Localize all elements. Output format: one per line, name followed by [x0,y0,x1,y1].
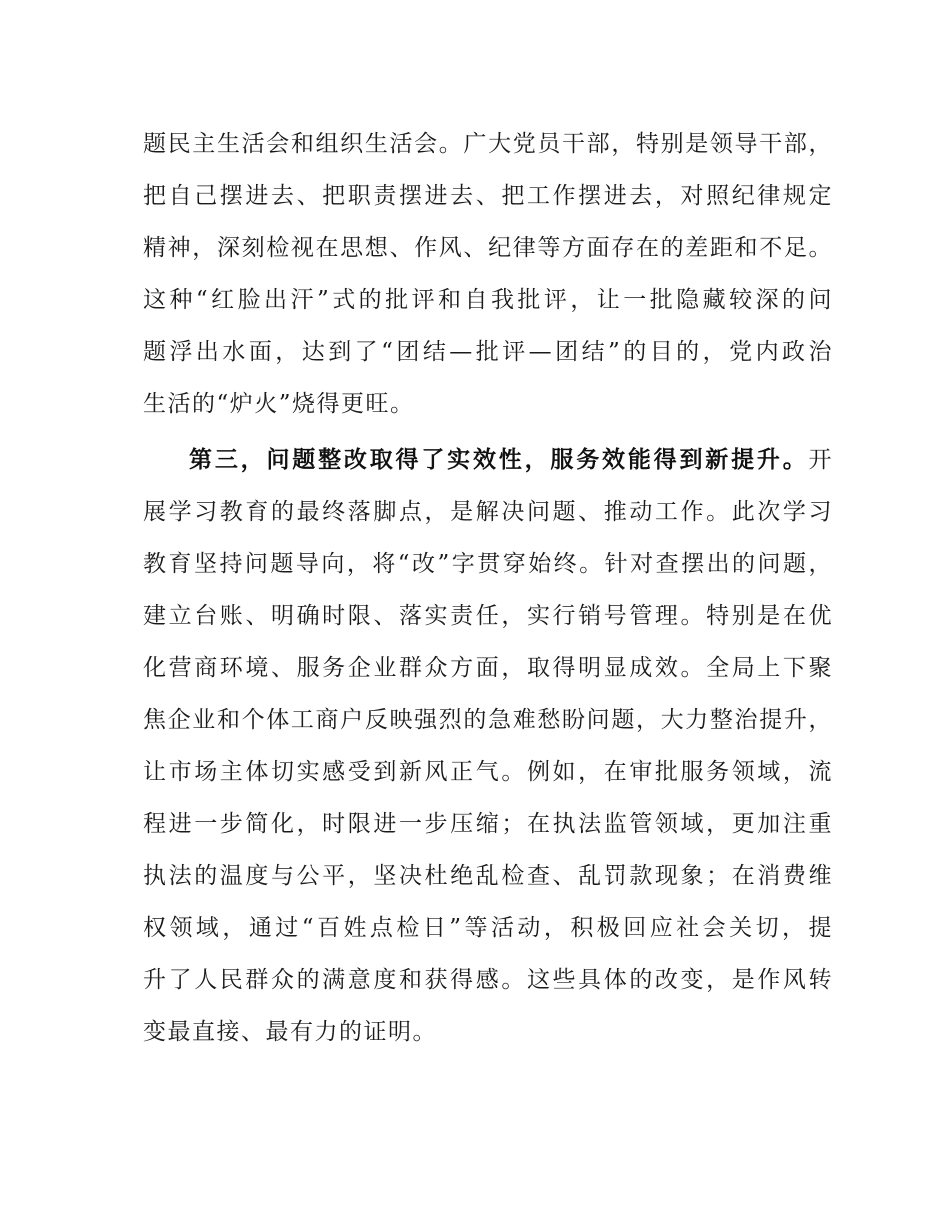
paragraph-first-line [143,434,833,486]
paragraph-line: 化营商环境、服务企业群众方面，取得明显成效。全局上下聚 [143,655,833,681]
paragraph-line: 让市场主体切实感受到新风正气。例如，在审批服务领域，流 [143,759,833,785]
paragraph-line: 执法的温度与公平，坚决杜绝乱检查、乱罚款现象；在消费维 [143,863,833,889]
paragraph-line: 变最直接、最有力的证明。 [143,1019,437,1045]
paragraph-line: 题浮出水面，达到了“团结—批评—团结”的目的，党内政治 [143,339,833,365]
paragraph-line: 题民主生活会和组织生活会。广大党员干部，特别是领导干部， [143,131,833,157]
paragraph-line: 这种“红脸出汗”式的批评和自我批评，让一批隐藏较深的问 [143,287,833,313]
paragraph-1 [143,118,833,430]
paragraph-line: 教育坚持问题导向，将“改”字贯穿始终。针对查摆出的问题， [143,551,833,577]
paragraph-line: 生活的“炉火”烧得更旺。 [143,391,415,417]
paragraph-line-continuation: 开 [808,447,833,473]
paragraph-line: 建立台账、明确时限、落实责任，实行销号管理。特别是在优 [143,603,833,629]
section-lead-heading: 第三，问题整改取得了实效性，服务效能得到新提升。 [189,447,809,473]
paragraph-line: 权领域，通过“百姓点检日”等活动，积极回应社会关切，提 [143,915,833,941]
paragraph-line: 程进一步简化，时限进一步压缩；在执法监管领域，更加注重 [143,811,833,837]
paragraph-2 [143,434,833,1058]
paragraph-line: 把自己摆进去、把职责摆进去、把工作摆进去，对照纪律规定 [143,183,833,209]
paragraph-line: 精神，深刻检视在思想、作风、纪律等方面存在的差距和不足。 [143,235,833,261]
paragraph-line: 展学习教育的最终落脚点，是解决问题、推动工作。此次学习 [143,499,833,525]
paragraph-line: 焦企业和个体工商户反映强烈的急难愁盼问题，大力整治提升， [143,707,833,733]
paragraph-line: 升了人民群众的满意度和获得感。这些具体的改变，是作风转 [143,967,833,993]
